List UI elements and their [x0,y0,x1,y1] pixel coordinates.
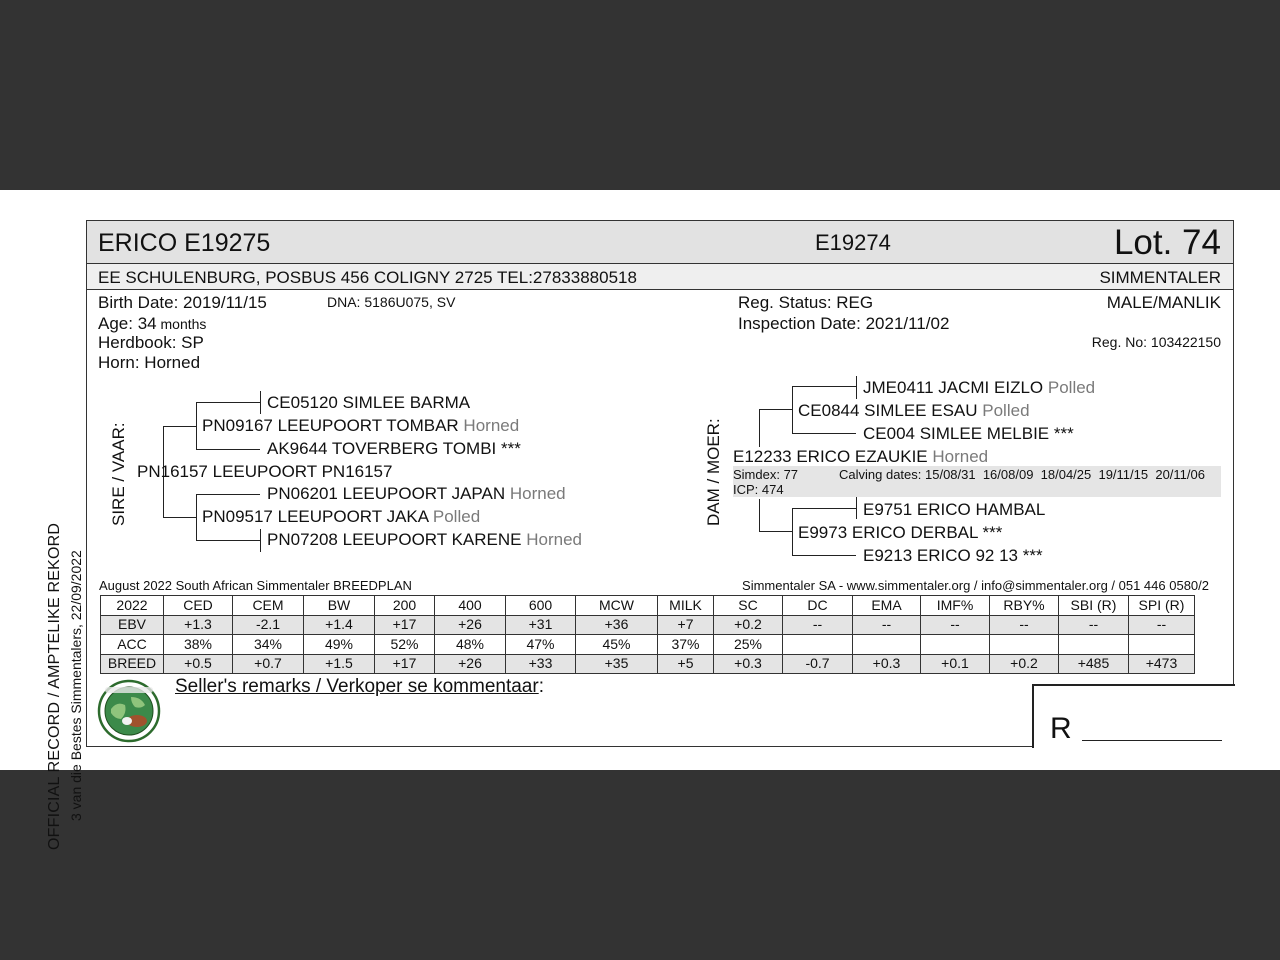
ebv-cell [1129,635,1195,655]
animal-id: E19274 [815,230,891,255]
ebv-cell: +0.5 [164,654,233,674]
dam-name: E12233 ERICO EZAUKIE Horned [733,447,989,466]
ebv-cell: +0.2 [990,654,1059,674]
dam-sire: CE0844 SIMLEE ESAU Polled [798,401,1030,420]
ebv-cell: 52% [375,635,435,655]
ebv-cell: 25% [714,635,783,655]
ebv-header-cell: MCW [576,596,658,616]
price-box [1032,684,1235,748]
dam-simdex: Simdex: 77 [733,467,799,482]
dam-calving-dates: Calving dates: 15/08/31 16/08/09 18/04/25 19/11/15 20/11/06 [839,467,1205,482]
ebv-cell: +7 [658,615,714,635]
ebv-header-cell: CED [164,596,233,616]
ebv-cell: 34% [233,635,304,655]
sire-label: SIRE / VAAR: [109,422,128,526]
ebv-header-cell: IMF% [921,596,990,616]
birth-date: Birth Date: 2019/11/15 [98,293,267,312]
ebv-cell: +473 [1129,654,1195,674]
ebv-header-cell: BW [304,596,375,616]
ebv-header-cell: SBI (R) [1059,596,1129,616]
ebv-cell: +0.1 [921,654,990,674]
dna-info: DNA: 5186U075, SV [327,294,456,310]
ebv-header-cell: 400 [435,596,506,616]
sire-dam: PN09517 LEEUPOORT JAKA Polled [202,507,481,526]
ebv-header-cell: 200 [375,596,435,616]
sire-sire-sire: CE05120 SIMLEE BARMA [267,393,471,412]
ebv-cell: -- [921,615,990,635]
ebv-cell: 37% [658,635,714,655]
ebv-cell: +31 [506,615,576,635]
reg-status: Reg. Status: REG [738,293,874,312]
breedplan-title: August 2022 South African Simmentaler BREEDPLAN [99,578,412,593]
age: Age: 34 months [98,314,207,333]
ebv-header-cell: RBY% [990,596,1059,616]
ebv-cell: +0.7 [233,654,304,674]
ebv-cell: -- [1129,615,1195,635]
ebv-row [101,615,1195,635]
simmentaler-logo [97,679,161,743]
dam-dam-dam: E9213 ERICO 92 13 *** [863,546,1043,565]
breedplan-contact: Simmentaler SA - www.simmentaler.org / info@simmentaler.org / 051 446 0580/2 [742,578,1209,593]
ebv-header-cell: MILK [658,596,714,616]
ebv-cell: -- [990,615,1059,635]
herdbook: Herdbook: SP [98,333,204,352]
ebv-header-cell: 2022 [101,596,164,616]
dam-dam: E9973 ERICO DERBAL *** [798,523,1003,542]
ebv-cell: +485 [1059,654,1129,674]
lot-number: Lot. 74 [1113,223,1221,262]
ebv-cell: +0.3 [853,654,921,674]
ebv-header-row [101,596,1195,616]
dam-sire-dam: CE004 SIMLEE MELBIE *** [863,424,1074,443]
ebv-cell: 48% [435,635,506,655]
dam-sire-sire: JME0411 JACMI EIZLO Polled [863,378,1096,397]
breed-label: SIMMENTALER [1099,268,1221,287]
ebv-cell: -2.1 [233,615,304,635]
inspection-date: Inspection Date: 2021/11/02 [738,314,950,333]
card-header [87,221,1233,264]
ebv-header-cell: EMA [853,596,921,616]
official-record-label: OFFICIAL RECORD / AMPTELIKE REKORD [46,522,63,850]
ebv-cell: +1.5 [304,654,375,674]
sire-dam-sire: PN06201 LEEUPOORT JAPAN Horned [267,484,566,503]
sale-name-date: 3 van die Bestes Simmentalers, 22/09/2022 [68,550,84,821]
breed-row [101,654,1195,674]
ebv-cell: +17 [375,654,435,674]
acc-row [101,635,1195,655]
owner-address: EE SCHULENBURG, POSBUS 456 COLIGNY 2725 TEL:27833880518 [98,268,637,287]
ebv-cell [921,635,990,655]
ebv-cell: BREED [101,654,164,674]
ebv-cell: +26 [435,615,506,635]
ebv-cell: 47% [506,635,576,655]
ebv-header-cell: 600 [506,596,576,616]
ebv-cell: +33 [506,654,576,674]
price-currency: R [1050,712,1072,745]
ebv-cell: +0.2 [714,615,783,635]
dam-icp: ICP: 474 [733,482,784,497]
ebv-cell [990,635,1059,655]
ebv-cell: +1.4 [304,615,375,635]
ebv-cell: 45% [576,635,658,655]
ebv-cell: EBV [101,615,164,635]
horn-status: Horn: Horned [98,353,201,372]
sire-name: PN16157 LEEUPOORT PN16157 [137,462,393,481]
sire-dam-dam: PN07208 LEEUPOORT KARENE Horned [267,530,582,549]
dam-dam-sire: E9751 ERICO HAMBAL [863,500,1046,519]
ebv-cell: -- [783,615,853,635]
reg-number: Reg. No: 103422150 [1091,334,1221,350]
ebv-cell: ACC [101,635,164,655]
ebv-cell: +0.3 [714,654,783,674]
ebv-cell: +35 [576,654,658,674]
seller-remarks: Seller's remarks / Verkoper se kommentaar: [175,676,544,697]
ebv-cell: +26 [435,654,506,674]
ebv-cell [853,635,921,655]
lot-card [86,220,1234,747]
ebv-header-cell: CEM [233,596,304,616]
owner-band [87,264,1233,290]
price-entry-line[interactable] [1082,740,1222,741]
ebv-cell: +36 [576,615,658,635]
ebv-header-cell: DC [783,596,853,616]
ebv-cell: +17 [375,615,435,635]
animal-name: ERICO E19275 [98,229,271,257]
ebv-cell [783,635,853,655]
sex: MALE/MANLIK [1106,293,1221,312]
ebv-cell: 49% [304,635,375,655]
ebv-cell: +5 [658,654,714,674]
ebv-table [100,595,1195,674]
ebv-cell [1059,635,1129,655]
ebv-cell: -- [853,615,921,635]
ebv-header-cell: SC [714,596,783,616]
ebv-cell: -- [1059,615,1129,635]
ebv-header-cell: SPI (R) [1129,596,1195,616]
ebv-cell: 38% [164,635,233,655]
sire-sire: PN09167 LEEUPOORT TOMBAR Horned [202,416,520,435]
dam-label: DAM / MOER: [704,418,723,526]
ebv-cell: +1.3 [164,615,233,635]
sire-sire-dam: AK9644 TOVERBERG TOMBI *** [267,439,521,458]
ebv-cell: -0.7 [783,654,853,674]
